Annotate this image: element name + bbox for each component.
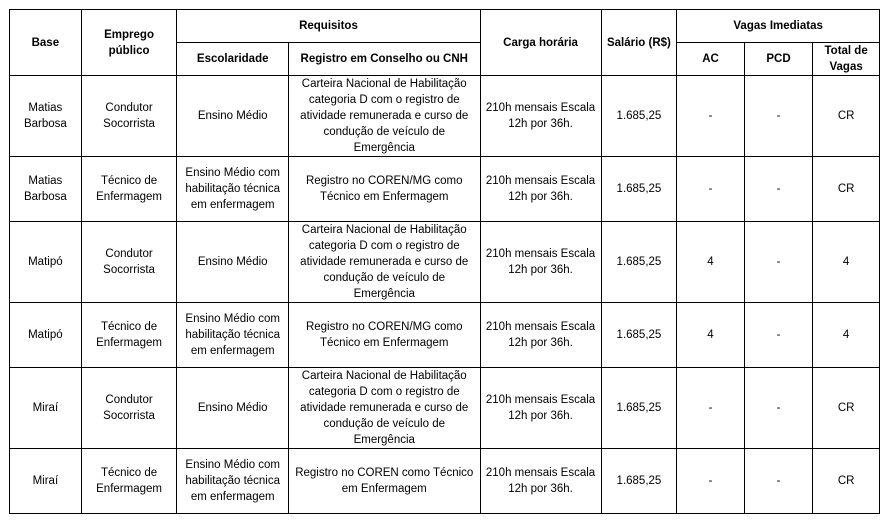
- cell-escolaridade: Ensino Médio: [177, 76, 289, 157]
- cell-pcd: -: [744, 368, 813, 449]
- vagas-table: [9, 9, 880, 514]
- cell-salario: 1.685,25: [601, 222, 677, 303]
- header-escolaridade: Escolaridade: [177, 43, 289, 76]
- header-base: Base: [10, 10, 82, 76]
- cell-base: Miraí: [10, 368, 82, 449]
- cell-ac: -: [677, 368, 744, 449]
- cell-salario: 1.685,25: [601, 449, 677, 514]
- header-registro: Registro em Conselho ou CNH: [289, 43, 481, 76]
- cell-emprego: Condutor Socorrista: [81, 368, 177, 449]
- cell-salario: 1.685,25: [601, 76, 677, 157]
- cell-emprego: Condutor Socorrista: [81, 222, 177, 303]
- table-row: [10, 76, 880, 157]
- table-row: [10, 449, 880, 514]
- table-row: [10, 303, 880, 368]
- cell-total: 4: [813, 303, 880, 368]
- cell-base: Matipó: [10, 222, 82, 303]
- cell-emprego: Técnico de Enfermagem: [81, 449, 177, 514]
- cell-escolaridade: Ensino Médio: [177, 222, 289, 303]
- cell-total: 4: [813, 222, 880, 303]
- table-row: [10, 222, 880, 303]
- cell-carga: 210h mensais Escala 12h por 36h.: [480, 303, 601, 368]
- cell-base: Matias Barbosa: [10, 157, 82, 222]
- table-wrapper: [9, 9, 880, 514]
- cell-total: CR: [813, 157, 880, 222]
- cell-emprego: Técnico de Enfermagem: [81, 157, 177, 222]
- cell-pcd: -: [744, 449, 813, 514]
- cell-escolaridade: Ensino Médio: [177, 368, 289, 449]
- cell-escolaridade: Ensino Médio com habilitação técnica em enfermagem: [177, 157, 289, 222]
- cell-registro: Registro no COREN como Técnico em Enfermagem: [289, 449, 481, 514]
- header-total: Total de Vagas: [813, 43, 880, 76]
- header-carga: Carga horária: [480, 10, 601, 76]
- header-requisitos: Requisitos: [177, 10, 480, 43]
- header-pcd: PCD: [744, 43, 813, 76]
- cell-ac: 4: [677, 222, 744, 303]
- cell-pcd: -: [744, 157, 813, 222]
- cell-carga: 210h mensais Escala 12h por 36h.: [480, 368, 601, 449]
- cell-pcd: -: [744, 222, 813, 303]
- cell-ac: -: [677, 76, 744, 157]
- cell-registro: Registro no COREN/MG como Técnico em Enfermagem: [289, 157, 481, 222]
- cell-emprego: Técnico de Enfermagem: [81, 303, 177, 368]
- cell-salario: 1.685,25: [601, 157, 677, 222]
- cell-carga: 210h mensais Escala 12h por 36h.: [480, 449, 601, 514]
- cell-salario: 1.685,25: [601, 303, 677, 368]
- cell-base: Miraí: [10, 449, 82, 514]
- cell-pcd: -: [744, 303, 813, 368]
- cell-base: Matias Barbosa: [10, 76, 82, 157]
- cell-pcd: -: [744, 76, 813, 157]
- cell-escolaridade: Ensino Médio com habilitação técnica em enfermagem: [177, 303, 289, 368]
- header-salario: Salário (R$): [601, 10, 677, 76]
- cell-registro: Registro no COREN/MG como Técnico em Enfermagem: [289, 303, 481, 368]
- cell-carga: 210h mensais Escala 12h por 36h.: [480, 157, 601, 222]
- cell-escolaridade: Ensino Médio com habilitação técnica em enfermagem: [177, 449, 289, 514]
- table-row: [10, 368, 880, 449]
- table-row: [10, 157, 880, 222]
- cell-total: CR: [813, 368, 880, 449]
- header-ac: AC: [677, 43, 744, 76]
- cell-carga: 210h mensais Escala 12h por 36h.: [480, 222, 601, 303]
- cell-ac: -: [677, 157, 744, 222]
- cell-total: CR: [813, 449, 880, 514]
- cell-ac: -: [677, 449, 744, 514]
- cell-ac: 4: [677, 303, 744, 368]
- cell-carga: 210h mensais Escala 12h por 36h.: [480, 76, 601, 157]
- cell-registro: Carteira Nacional de Habilitação categoria D com o registro de atividade remunerada e curso de condução de veículo de Emergência: [289, 368, 481, 449]
- cell-registro: Carteira Nacional de Habilitação categoria D com o registro de atividade remunerada e curso de condução de veículo de Emergência: [289, 76, 481, 157]
- header-emprego: Emprego público: [81, 10, 177, 76]
- cell-salario: 1.685,25: [601, 368, 677, 449]
- cell-total: CR: [813, 76, 880, 157]
- cell-emprego: Condutor Socorrista: [81, 76, 177, 157]
- header-vagas: Vagas Imediatas: [677, 10, 880, 43]
- cell-registro: Carteira Nacional de Habilitação categoria D com o registro de atividade remunerada e curso de condução de veículo de Emergência: [289, 222, 481, 303]
- cell-base: Matipó: [10, 303, 82, 368]
